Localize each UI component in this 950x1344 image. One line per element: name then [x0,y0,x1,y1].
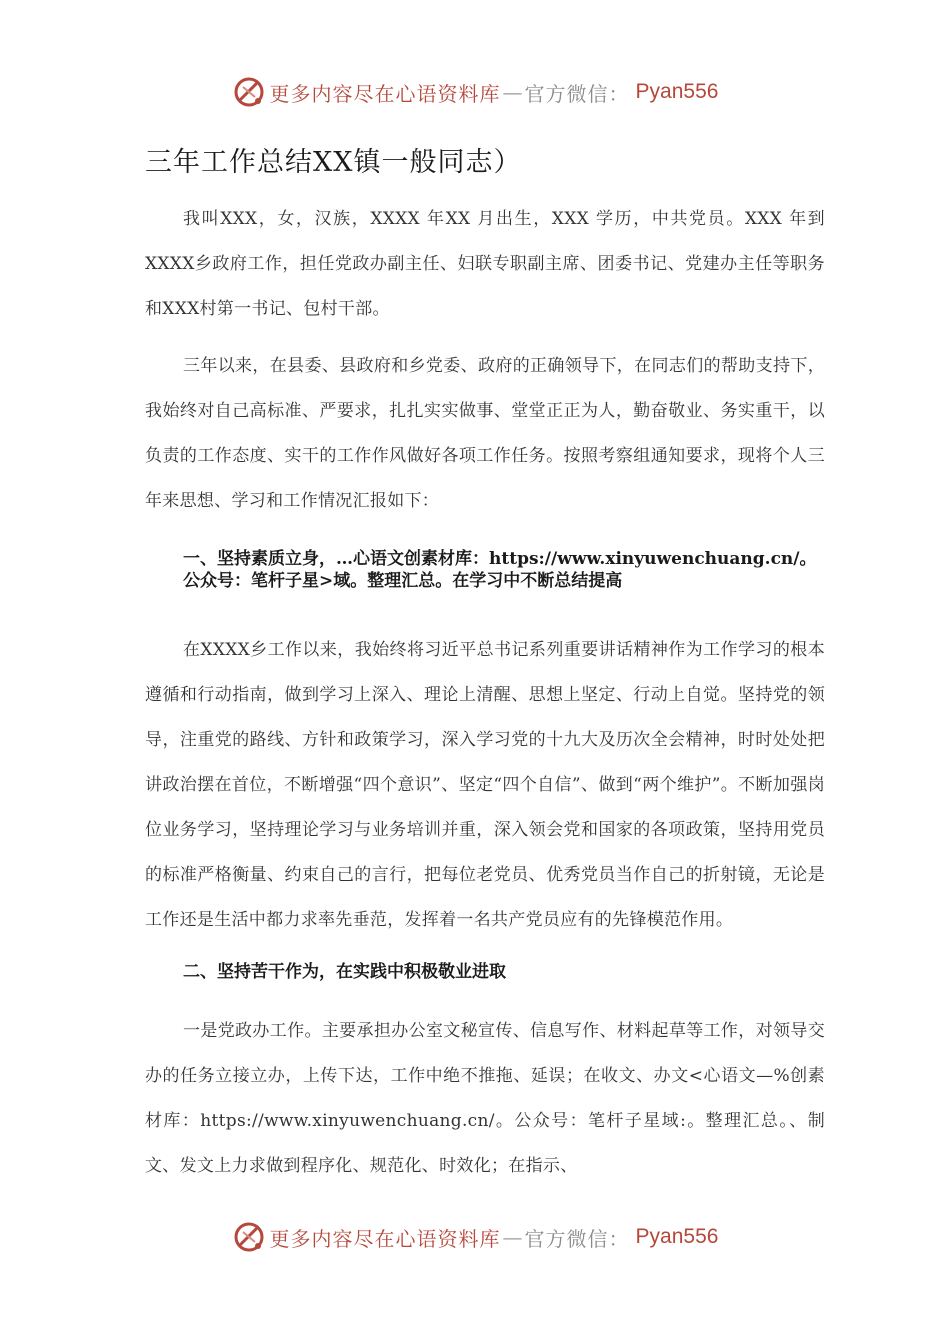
banner-brand-text: 更多内容尽在心语资料库 [269,1226,501,1251]
banner-wechat-id: Pyan556 [635,1225,719,1248]
paragraph-office-work: 一是党政办工作。主要承担办公室文秘宣传、信息写作、材料起草等工作，对领导交办的任务立接立办，上传下达，工作中绝不推拖、延误；在收文、办文<心语文—%创素材库：https://www.xinyuwenchuang.cn/。公众号：笔杆子星域:。整理汇总。、制文、发文上力求做到程序化、规范化、时效化；在指示、 [145,1021,825,1176]
banner-dash: — [502,1225,523,1249]
paragraph-study: 在XXXX乡工作以来，我始终将习近平总书记系列重要讲话精神作为工作学习的根本遵循和行动指南，做到学习上深入、理论上清醒、思想上坚定、行动上自觉。坚持党的领导，注重党的路线、方针和政策学习，深入学习党的十九大及历次全会精神，时时处处把讲政治摆在首位，不断增强“四个意识”、坚定“四个自信”、做到“两个维护”。不断加强岗位业务学习，坚持理论学习与业务培训并重，深入领会党和国家的各项政策，坚持用党员的标准严格衡量、约束自己的言行，把每位老党员、优秀党员当作自己的折射镜，无论是工作还是生活中都力求率先垂范，发挥着一名共产党员应有的先锋模范作用。 [145,640,825,930]
banner-wechat-label: 官方微信： [524,1226,630,1251]
brand-logo-icon [232,1220,266,1254]
section-heading-2: 二、坚持苦干作为，在实践中积极敬业进取 [183,962,506,982]
paragraph-overview: 三年以来，在县委、县政府和乡党委、政府的正确领导下，在同志们的帮助支持下，我始终对自己高标准、严要求，扎扎实实做事、堂堂正正为人，勤奋敬业、务实重干，以负责的工作态度、实干的工作作风做好各项工作任务。按照考察组通知要求，现将个人三年来思想、学习和工作情况汇报如下： [145,356,825,511]
footer-banner [0,1215,950,1259]
header-banner [0,70,950,114]
brand-logo-icon [232,75,266,109]
banner-dash: — [502,80,523,104]
banner-wechat-label: 官方微信： [524,81,630,106]
section-heading-1: 一、坚持素质立身，…心语文创素材库：https://www.xinyuwenchuang.cn/。公众号：笔杆子星>域。整理汇总。在学习中不断总结提高 [183,549,817,591]
paragraph-intro: 我叫XXX，女，汉族，XXXX 年XX 月出生，XXX 学历，中共党员。XXX 年到XXXX乡政府工作，担任党政办副主任、妇联专职副主席、团委书记、党建办主任等职务和XXX村第一书记、包村干部。 [145,209,825,319]
document-title: 三年工作总结XX镇一般同志） [145,147,522,178]
banner-brand-text: 更多内容尽在心语资料库 [269,81,501,106]
banner-wechat-id: Pyan556 [635,80,719,103]
document-body [145,140,825,1189]
